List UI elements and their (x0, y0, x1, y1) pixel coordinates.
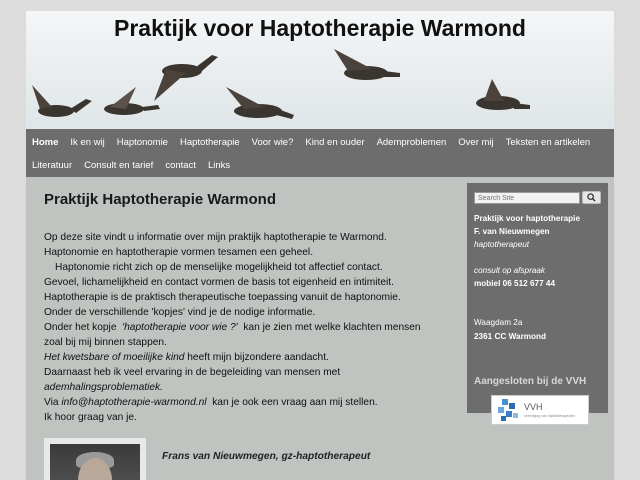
nav-row-2 (26, 155, 236, 175)
paragraph-line: Onder de verschillende 'kopjes' vind je de nodige informatie. (44, 307, 316, 318)
nav-item-links[interactable]: Links (207, 159, 231, 171)
paragraph-line (44, 350, 452, 365)
main-content (34, 183, 458, 480)
text-span: heeft mijn bijzondere aandacht. (187, 352, 329, 363)
nav-item-contact[interactable]: contact (165, 159, 196, 171)
search-input[interactable] (474, 192, 580, 204)
paragraph-line: Haptonomie richt zich op de menselijke mogelijkheid tot affectief contact. (55, 262, 383, 273)
site-title: Praktijk voor Haptotherapie Warmond (114, 15, 526, 41)
paragraph-line (44, 320, 452, 335)
vvh-logo-icon (494, 397, 524, 425)
nav-item-kind-en-ouder[interactable]: Kind en ouder (305, 136, 365, 148)
practice-name: Praktijk voor haptotherapie (474, 214, 581, 223)
nav-item-haptonomie[interactable]: Haptonomie (116, 136, 168, 148)
portrait-photo (44, 438, 146, 480)
vvh-logo-subtitle: vereniging van haptotherapeuten (524, 414, 576, 418)
paragraph-line: zoal bij mij binnen stappen. (44, 337, 167, 348)
main-navigation (26, 129, 614, 177)
photo-background (50, 444, 140, 480)
paragraph-line (44, 380, 452, 395)
kind-link[interactable]: Het kwetsbare of moeilijke kind (44, 352, 185, 363)
nav-item-teksten-en-artikelen[interactable]: Teksten en artikelen (505, 136, 591, 148)
signature: Frans van Nieuwmegen, gz-haptotherapeut (162, 451, 371, 462)
intro-text (44, 230, 452, 425)
therapist-role: haptotherapeut (474, 240, 530, 249)
nav-item-over-mij[interactable]: Over mij (458, 136, 494, 148)
nav-item-consult-en-tarief[interactable]: Consult en tarief (84, 159, 154, 171)
nav-item-ademproblemen[interactable]: Ademproblemen (376, 136, 447, 148)
address-city: 2361 CC Warmond (474, 332, 547, 341)
nav-item-literatuur[interactable]: Literatuur (32, 159, 73, 171)
ademhaling-link[interactable]: ademhalingsproblematiek. (44, 382, 163, 393)
paragraph-line: Daarnaast heb ik veel ervaring in de begeleiding van mensen met (44, 367, 341, 378)
text-span: Onder het kopje (44, 322, 117, 333)
appointment-note: consult op afspraak (474, 266, 546, 275)
sidebar (467, 183, 608, 418)
page-wrapper (26, 11, 614, 480)
text-span: kan je zien met welke klachten mensen (243, 322, 421, 333)
paragraph-line: Gevoel, lichamelijkheid en contact vormen de basis tot eigenheid en intimiteit. (44, 277, 394, 288)
therapist-name: F. van Nieuwmegen (474, 227, 550, 236)
search-button[interactable] (582, 191, 601, 204)
email-link[interactable]: info@haptotherapie-warmond.nl (61, 397, 207, 408)
paragraph-line: Haptonomie en haptotherapie vormen tesamen een geheel. (44, 247, 314, 258)
page-title: Praktijk Haptotherapie Warmond (44, 191, 276, 208)
vvh-logo[interactable] (491, 395, 589, 425)
paragraph-line: Haptotherapie is de praktisch therapeutische toepassing vanuit de haptonomie. (44, 292, 401, 303)
header-banner (26, 11, 614, 129)
nav-item-haptotherapie[interactable]: Haptotherapie (179, 136, 240, 148)
phone-number: mobiel 06 512 677 44 (474, 279, 556, 288)
vvh-heading: Aangesloten bij de VVH (474, 376, 587, 387)
text-span: Via (44, 397, 59, 408)
paragraph-line: Op deze site vindt u informatie over mijn praktijk haptotherapie te Warmond. (44, 232, 387, 243)
vvh-logo-text: VVH (524, 402, 543, 412)
search-icon (587, 193, 596, 202)
nav-item-home[interactable]: Home (32, 136, 59, 148)
text-span: kan je ook een vraag aan mij stellen. (212, 397, 378, 408)
nav-row-1 (26, 132, 596, 152)
nav-item-voor-wie[interactable]: Voor wie? (251, 136, 294, 148)
paragraph-line: Ik hoor graag van je. (44, 412, 137, 423)
address-street: Waagdam 2a (474, 318, 523, 327)
voor-wie-link[interactable]: 'haptotherapie voor wie ?' (122, 322, 238, 333)
paragraph-line (44, 395, 452, 410)
nav-item-ik-en-wij[interactable]: Ik en wij (70, 136, 105, 148)
